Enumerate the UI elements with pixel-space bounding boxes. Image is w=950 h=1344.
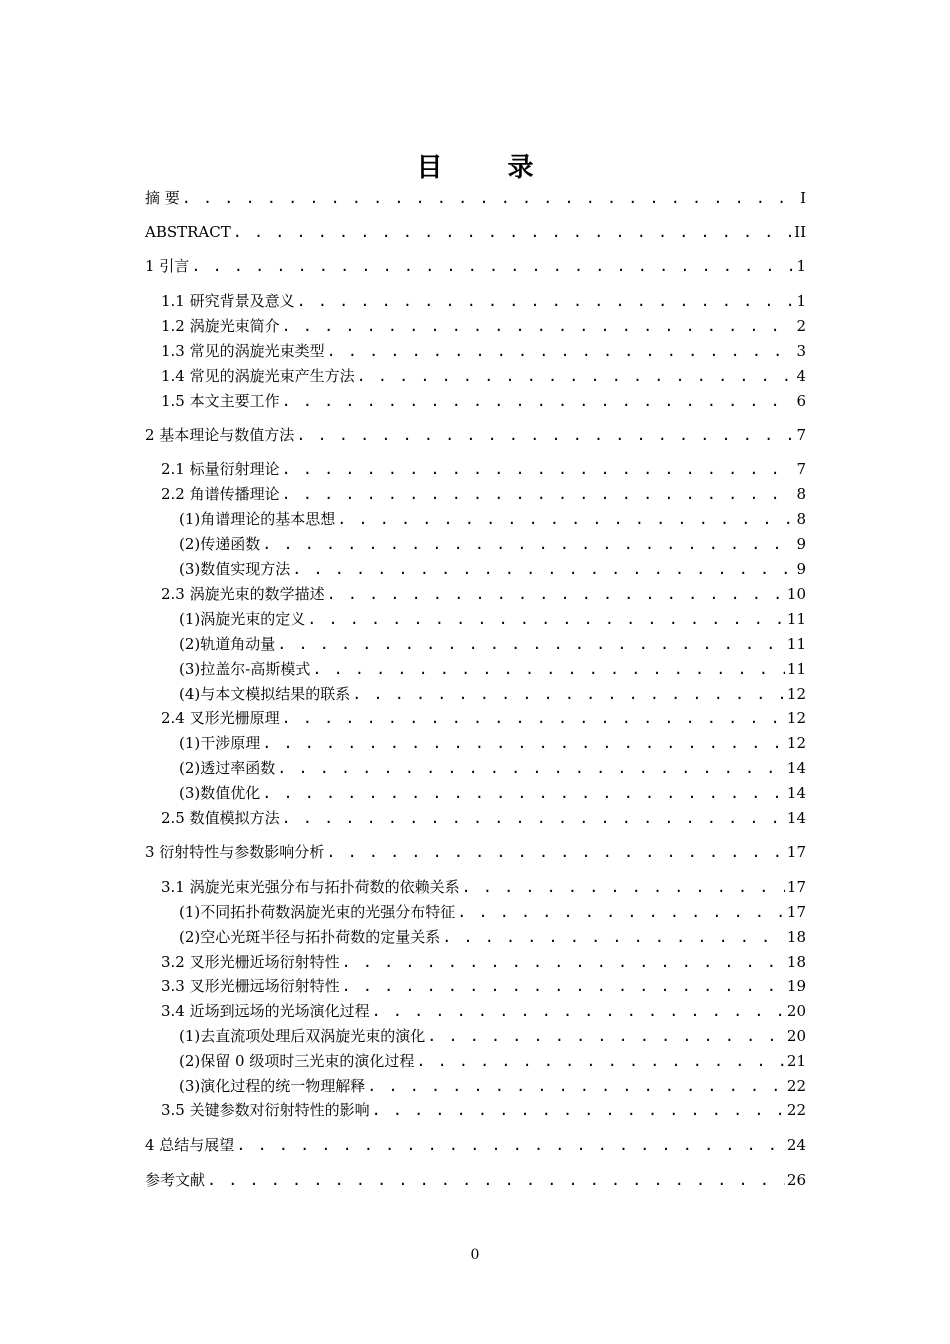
toc-entry-page: 26 — [786, 1171, 806, 1189]
toc-dot-leader — [236, 1134, 785, 1156]
toc-entry-label: (2)空心光斑半径与拓扑荷数的定量关系 — [179, 928, 441, 946]
toc-entry-label: (2)保留 0 级项时三光束的演化过程 — [179, 1052, 415, 1070]
page-title: 目 录 — [416, 153, 562, 184]
toc-dot-leader — [191, 255, 794, 277]
toc-entry-label: 2.1 标量衍射理论 — [161, 460, 280, 478]
toc-entry[interactable] — [161, 975, 806, 997]
toc-entry-page: 12 — [786, 734, 806, 752]
toc-entry-label: 1.3 常见的涡旋光束类型 — [161, 342, 325, 360]
toc-entry-page: 12 — [786, 709, 806, 727]
toc-entry-label: (1)角谱理论的基本思想 — [179, 510, 336, 528]
toc-entry-page: 11 — [786, 635, 806, 653]
toc-entry-page: 20 — [786, 1002, 806, 1020]
toc-entry-label: (3)演化过程的统一物理解释 — [179, 1077, 366, 1095]
toc-entry[interactable] — [179, 732, 806, 754]
toc-dot-leader — [357, 365, 795, 387]
toc-entry-page: 8 — [796, 510, 806, 528]
toc-entry[interactable] — [179, 658, 806, 680]
toc-entry-page: 1 — [796, 257, 806, 275]
toc-entry[interactable] — [145, 221, 806, 243]
toc-entry[interactable] — [145, 255, 806, 277]
toc-dot-leader — [282, 707, 785, 729]
toc-dot-leader — [282, 390, 795, 412]
toc-dot-leader — [416, 1050, 785, 1072]
toc-entry-label: (1)去直流项处理后双涡旋光束的演化 — [179, 1027, 426, 1045]
toc-entry-page: 17 — [786, 843, 806, 861]
toc-dot-leader — [207, 1169, 785, 1191]
toc-entry-label: 2.5 数值模拟方法 — [161, 809, 280, 827]
toc-entry-label: 2.2 角谱传播理论 — [161, 485, 280, 503]
toc-entry[interactable] — [145, 841, 806, 863]
toc-entry-page: 14 — [786, 809, 806, 827]
toc-dot-leader — [352, 683, 785, 705]
toc-entry-label: (4)与本文模拟结果的联系 — [179, 685, 351, 703]
toc-entry-label: 2 基本理论与数值方法 — [145, 426, 295, 444]
toc-dot-leader — [457, 901, 785, 923]
table-of-contents — [145, 0, 806, 1344]
toc-entry[interactable] — [179, 633, 806, 655]
toc-entry[interactable] — [161, 290, 806, 312]
toc-entry-label: (1)不同拓扑荷数涡旋光束的光强分布特征 — [179, 903, 456, 921]
toc-dot-leader — [442, 926, 785, 948]
page-number: 0 — [470, 1247, 480, 1263]
toc-entry-page: 14 — [786, 759, 806, 777]
toc-entry-label: 参考文献 — [145, 1171, 206, 1189]
toc-entry-label: (3)拉盖尔-高斯模式 — [179, 660, 311, 678]
toc-entry-label: 1.5 本文主要工作 — [161, 392, 280, 410]
toc-entry-label: (3)数值实现方法 — [179, 560, 291, 578]
toc-entry-page: 8 — [796, 485, 806, 503]
toc-entry[interactable] — [179, 757, 806, 779]
toc-entry[interactable] — [179, 1075, 806, 1097]
toc-entry-page: 22 — [786, 1077, 806, 1095]
toc-entry-label: 2.3 涡旋光束的数学描述 — [161, 585, 325, 603]
toc-entry-page: II — [794, 223, 806, 241]
toc-entry-label: (1)干涉原理 — [179, 734, 261, 752]
toc-entry[interactable] — [161, 707, 806, 729]
toc-entry[interactable] — [161, 583, 806, 605]
toc-entry[interactable] — [179, 683, 806, 705]
toc-entry[interactable] — [179, 508, 806, 530]
toc-entry[interactable] — [145, 424, 806, 446]
toc-entry-label: 摘 要 — [145, 189, 180, 207]
toc-entry[interactable] — [161, 876, 806, 898]
toc-entry-label: (1)涡旋光束的定义 — [179, 610, 306, 628]
toc-dot-leader — [367, 1075, 785, 1097]
toc-entry[interactable] — [161, 458, 806, 480]
toc-entry-label: 3 衍射特性与参数影响分析 — [145, 843, 325, 861]
toc-entry[interactable] — [145, 187, 806, 209]
toc-dot-leader — [262, 732, 785, 754]
toc-dot-leader — [337, 508, 794, 530]
toc-entry-page: 17 — [786, 903, 806, 921]
toc-dot-leader — [262, 533, 794, 555]
toc-entry[interactable] — [161, 951, 806, 973]
toc-dot-leader — [282, 807, 785, 829]
toc-entry-page: 17 — [786, 878, 806, 896]
toc-entry-page: 9 — [796, 535, 806, 553]
toc-dot-leader — [292, 558, 794, 580]
toc-dot-leader — [262, 782, 785, 804]
toc-entry-page: 2 — [796, 317, 806, 335]
toc-entry-label: 3.1 涡旋光束光强分布与拓扑荷数的依赖关系 — [161, 878, 460, 896]
toc-entry[interactable] — [179, 1025, 806, 1047]
toc-dot-leader — [327, 583, 785, 605]
toc-entry[interactable] — [161, 390, 806, 412]
toc-entry-page: 20 — [786, 1027, 806, 1045]
toc-entry[interactable] — [179, 782, 806, 804]
toc-entry-page: 14 — [786, 784, 806, 802]
toc-dot-leader — [182, 187, 798, 209]
toc-entry-label: 1 引言 — [145, 257, 190, 275]
toc-dot-leader — [233, 221, 792, 243]
toc-entry-page: 12 — [786, 685, 806, 703]
toc-dot-leader — [372, 1000, 785, 1022]
toc-entry[interactable] — [179, 926, 806, 948]
toc-entry-page: 11 — [786, 660, 806, 678]
toc-entry-page: 7 — [796, 460, 806, 478]
toc-entry-label: 3.2 叉形光栅近场衍射特性 — [161, 953, 340, 971]
toc-entry-label: 1.2 涡旋光束简介 — [161, 317, 280, 335]
toc-dot-leader — [282, 458, 795, 480]
toc-entry[interactable] — [145, 1134, 806, 1156]
toc-dot-leader — [462, 876, 785, 898]
toc-entry[interactable] — [161, 315, 806, 337]
toc-entry[interactable] — [161, 483, 806, 505]
toc-entry-page: 9 — [796, 560, 806, 578]
toc-dot-leader — [277, 633, 785, 655]
toc-dot-leader — [307, 608, 785, 630]
toc-entry-page: 7 — [796, 426, 806, 444]
toc-dot-leader — [326, 841, 785, 863]
toc-entry[interactable] — [179, 533, 806, 555]
toc-entry-page: 4 — [796, 367, 806, 385]
toc-entry-page: 10 — [786, 585, 806, 603]
toc-entry[interactable] — [179, 558, 806, 580]
toc-entry-label: (3)数值优化 — [179, 784, 261, 802]
toc-dot-leader — [327, 340, 795, 362]
toc-dot-leader — [372, 1099, 785, 1121]
toc-entry[interactable] — [179, 1050, 806, 1072]
toc-entry[interactable] — [161, 1099, 806, 1121]
toc-entry-page: 18 — [786, 953, 806, 971]
toc-entry-label: (2)轨道角动量 — [179, 635, 276, 653]
toc-entry-page: I — [800, 189, 806, 207]
toc-entry-label: 3.5 关键参数对衍射特性的影响 — [161, 1101, 370, 1119]
toc-entry-label: 3.4 近场到远场的光场演化过程 — [161, 1002, 370, 1020]
toc-entry-page: 22 — [786, 1101, 806, 1119]
toc-entry-label: 1.1 研究背景及意义 — [161, 292, 295, 310]
toc-entry-label: (2)传递函数 — [179, 535, 261, 553]
toc-entry-page: 18 — [786, 928, 806, 946]
toc-entry-label: (2)透过率函数 — [179, 759, 276, 777]
toc-entry[interactable] — [161, 1000, 806, 1022]
toc-entry-page: 3 — [796, 342, 806, 360]
toc-dot-leader — [342, 951, 785, 973]
toc-entry-label: 1.4 常见的涡旋光束产生方法 — [161, 367, 355, 385]
toc-entry[interactable] — [145, 1169, 806, 1191]
toc-dot-leader — [312, 658, 785, 680]
toc-dot-leader — [282, 483, 795, 505]
toc-entry-page: 21 — [786, 1052, 806, 1070]
toc-dot-leader — [296, 424, 794, 446]
toc-dot-leader — [342, 975, 785, 997]
toc-entry[interactable] — [161, 807, 806, 829]
toc-entry-label: 4 总结与展望 — [145, 1136, 235, 1154]
toc-dot-leader — [297, 290, 795, 312]
toc-entry-page: 11 — [786, 610, 806, 628]
toc-entry[interactable] — [161, 340, 806, 362]
toc-entry-label: 3.3 叉形光栅远场衍射特性 — [161, 977, 340, 995]
toc-entry-label: ABSTRACT — [145, 223, 231, 241]
toc-entry[interactable] — [161, 365, 806, 387]
toc-entry[interactable] — [179, 608, 806, 630]
toc-entry-page: 6 — [796, 392, 806, 410]
toc-dot-leader — [427, 1025, 785, 1047]
toc-entry-page: 1 — [796, 292, 806, 310]
toc-dot-leader — [282, 315, 795, 337]
toc-entry[interactable] — [179, 901, 806, 923]
toc-entry-label: 2.4 叉形光栅原理 — [161, 709, 280, 727]
toc-entry-page: 24 — [786, 1136, 806, 1154]
toc-dot-leader — [277, 757, 785, 779]
toc-entry-page: 19 — [786, 977, 806, 995]
